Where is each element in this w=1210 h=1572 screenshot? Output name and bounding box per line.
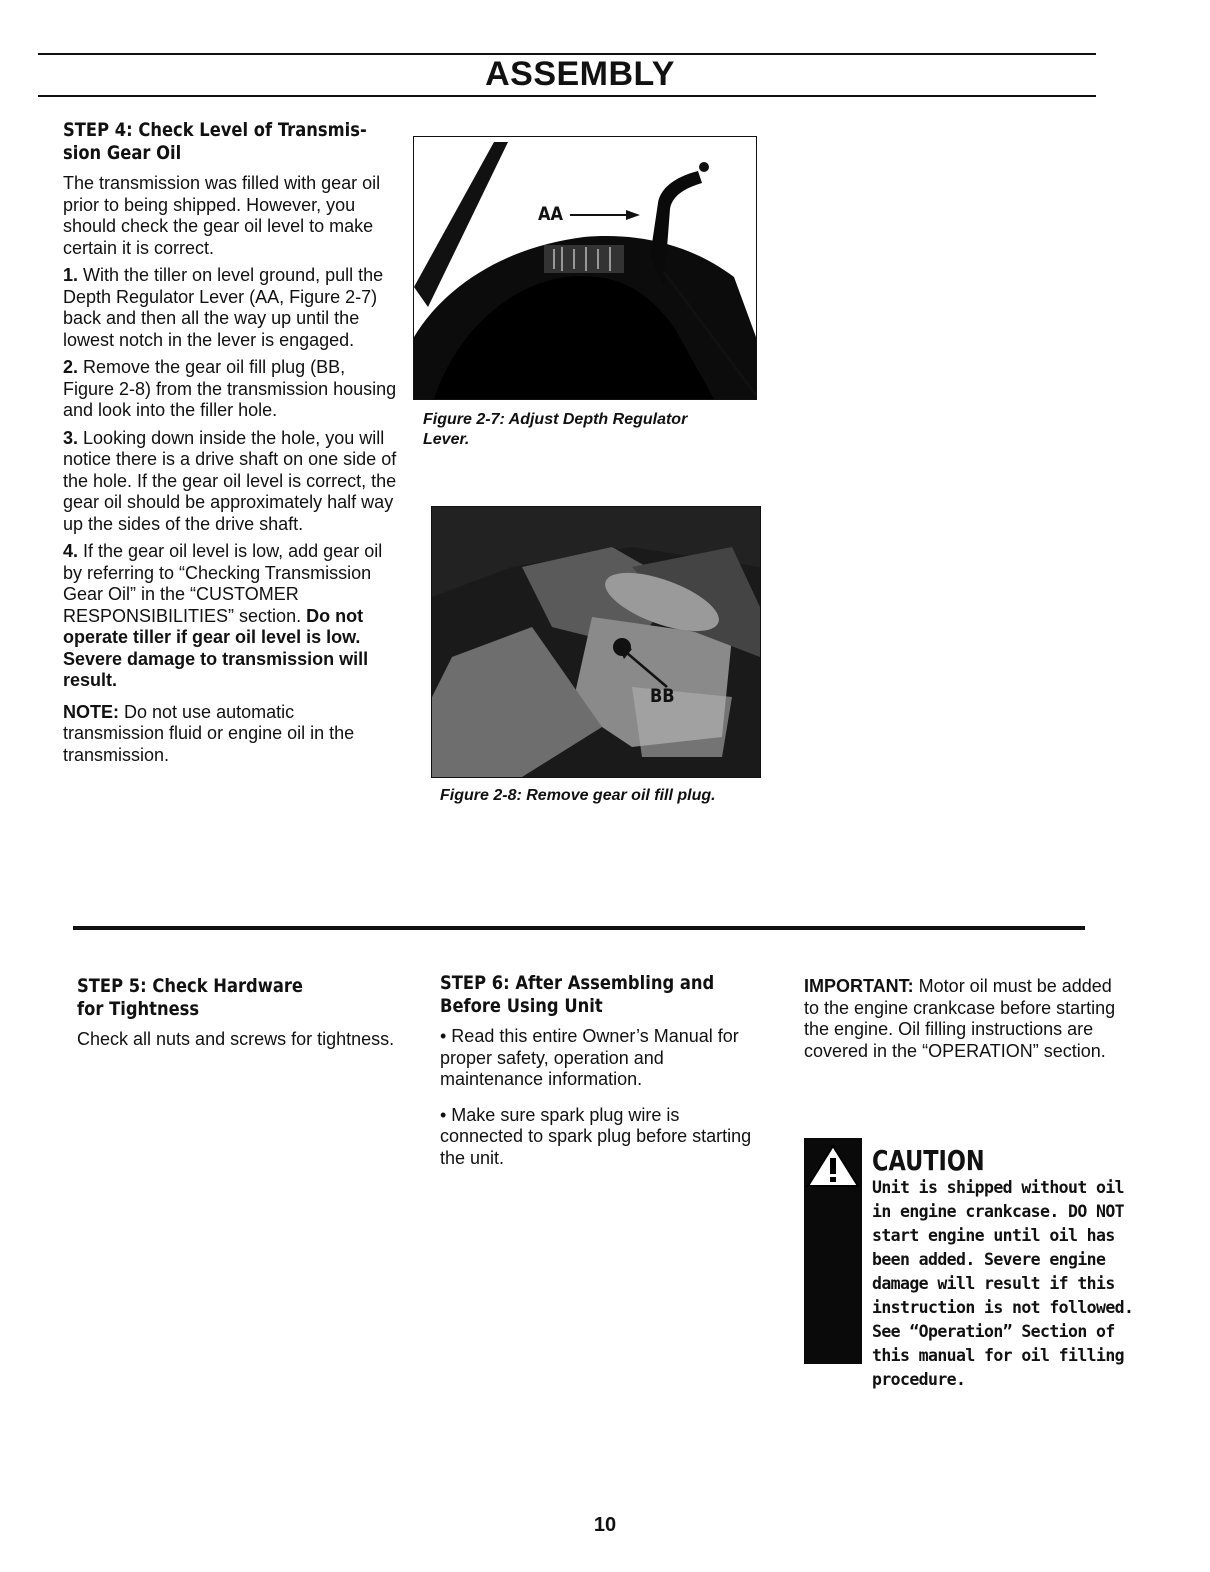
- figure-2-7-photo: [413, 136, 757, 400]
- step5-heading-line1: STEP 5: Check Hardware: [77, 975, 304, 997]
- step4-item-4-num: 4.: [63, 541, 79, 561]
- step4-heading-line1: STEP 4: Check Level of Transmis-: [63, 119, 367, 141]
- important-note: [804, 976, 1126, 1062]
- figure-2-7-caption-line2: Lever.: [423, 431, 470, 448]
- step5-heading-line2: for Tightness: [77, 998, 200, 1020]
- step4-item-1-num: 1.: [63, 265, 79, 285]
- step4-item-1-text: With the tiller on level ground, pull the Depth Regulator Lever (AA, Figure 2-7) back and then all the way up until the lowest notch in the lever is engaged.: [63, 265, 384, 350]
- step4-item-4-text: If the gear oil level is low, add gear oil by referring to “Checking Transmission Gear Oil” in the “CUSTOMER RESPONSIBILITIES” section.: [63, 541, 383, 626]
- step4-item-2-num: 2.: [63, 357, 79, 377]
- figure-2-7-caption: [423, 410, 753, 450]
- step6-body: [440, 1026, 760, 1169]
- caution-box: [804, 1138, 1134, 1389]
- caution-body: Unit is shipped without oil in engine crankcase. DO NOT start engine until oil has been added. Severe engine damage will result if this instruction is not followed. See “Operation” Section of this manual for oil filling procedure.: [872, 1178, 1134, 1389]
- step4-item-2-text: Remove the gear oil fill plug (BB, Figure 2-8) from the transmission housing and look into the filler hole.: [63, 357, 397, 420]
- step6-heading-line1: STEP 6: After Assembling and: [440, 972, 715, 994]
- step4-note-label: NOTE:: [63, 701, 119, 722]
- callout-aa: AA: [538, 203, 564, 225]
- step5-text: Check all nuts and screws for tightness.: [77, 1029, 395, 1049]
- caution-sidebar: [804, 1138, 862, 1364]
- step4-item-2: [63, 357, 398, 422]
- step4-item-3-num: 3.: [63, 427, 79, 448]
- step4-note-text: Do not use automatic transmission fluid or engine oil in the transmission.: [63, 701, 355, 765]
- step4-intro: The transmission was filled with gear oil prior to being shipped. However, you should check the gear oil level to make certain it is correct.: [63, 173, 381, 258]
- figure-2-8-photo: [431, 506, 761, 778]
- important-label: IMPORTANT:: [804, 976, 914, 996]
- step4-section: [63, 119, 398, 772]
- step4-item-3-text: Looking down inside the hole, you will notice there is a drive shaft on one side of the hole. If the gear oil level is correct, the gear oil should be approximately half way up the sides of the drive shaft.: [63, 427, 397, 534]
- callout-bb: BB: [650, 685, 675, 707]
- step4-heading-line2: sion Gear Oil: [63, 142, 182, 164]
- gear-oil-plug-illustration: [432, 507, 760, 777]
- exclamation-triangle-icon: [804, 1142, 862, 1192]
- step6-bullet-2: • Make sure spark plug wire is connected to spark plug before starting the unit.: [440, 1104, 752, 1168]
- page-title: ASSEMBLY: [485, 55, 675, 93]
- figure-2-8-caption: Figure 2-8: Remove gear oil fill plug.: [440, 787, 716, 804]
- section-divider: [73, 926, 1085, 930]
- step6-section: [440, 972, 760, 1175]
- caution-title: CAUTION: [872, 1144, 985, 1177]
- step4-item-3: [63, 428, 398, 536]
- figure-2-7-caption-line1: Figure 2-7: Adjust Depth Regulator: [423, 411, 688, 428]
- important-text: Motor oil must be added to the engine crankcase before starting the engine. Oil filling instructions are covered in the “OPERATION” section.: [804, 976, 1116, 1061]
- step4-item-4-warning: Do not operate tiller if gear oil level is low. Severe damage to transmission will result.: [63, 605, 369, 690]
- step4-item-4: [63, 541, 398, 692]
- step5-section: [77, 975, 397, 1051]
- step4-body: [63, 173, 398, 766]
- depth-regulator-illustration: [414, 137, 756, 399]
- step4-item-1: [63, 265, 398, 351]
- step4-note: [63, 702, 398, 767]
- page-number: 10: [593, 1514, 617, 1536]
- header-bottom-rule: [38, 95, 1096, 97]
- step6-heading-line2: Before Using Unit: [440, 995, 603, 1017]
- step6-bullet-1: • Read this entire Owner’s Manual for proper safety, operation and maintenance information.: [440, 1026, 739, 1089]
